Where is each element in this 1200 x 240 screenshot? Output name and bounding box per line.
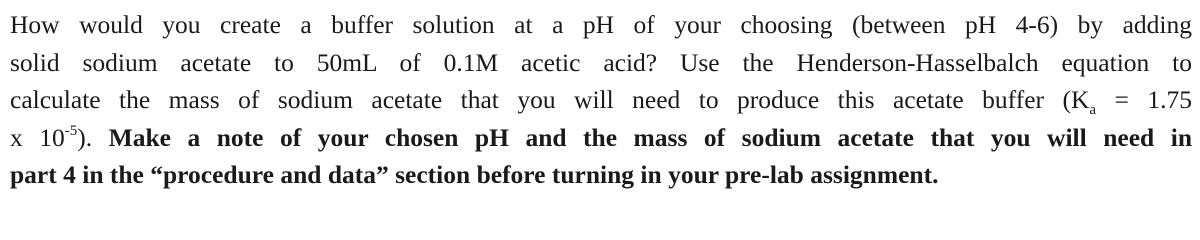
ka-value-mantissa: x 10 — [10, 122, 65, 152]
ka-subscript: a — [1089, 102, 1097, 118]
question-line-4 — [10, 119, 1192, 157]
question-line-2: solid sodium acetate to 50mL of 0.1M acetic acid? Use the Henderson-Hasselbalch equation to — [10, 47, 1192, 77]
ka-value: = 1.75 — [1096, 85, 1192, 114]
question-line-3 — [10, 81, 1192, 119]
question-text — [10, 6, 1192, 194]
instruction-bold-2: part 4 in the “procedure and data” section before turning in your pre-lab assignment. — [10, 160, 939, 189]
question-paragraph — [10, 6, 1192, 194]
ka-exponent: -5 — [64, 122, 78, 139]
question-line-1: How would you create a buffer solution at a pH of your choosing (between pH 4-6) by adding — [10, 10, 1192, 39]
question-line-5 — [10, 156, 1192, 194]
question-line-3-text: calculate the mass of sodium acetate that you will need to produce this acetate buffer (K — [10, 85, 1090, 114]
ka-close: ). — [77, 122, 109, 152]
instruction-bold-1: Make a note of your chosen pH and the mass of sodium acetate that you will need in — [108, 122, 1192, 152]
